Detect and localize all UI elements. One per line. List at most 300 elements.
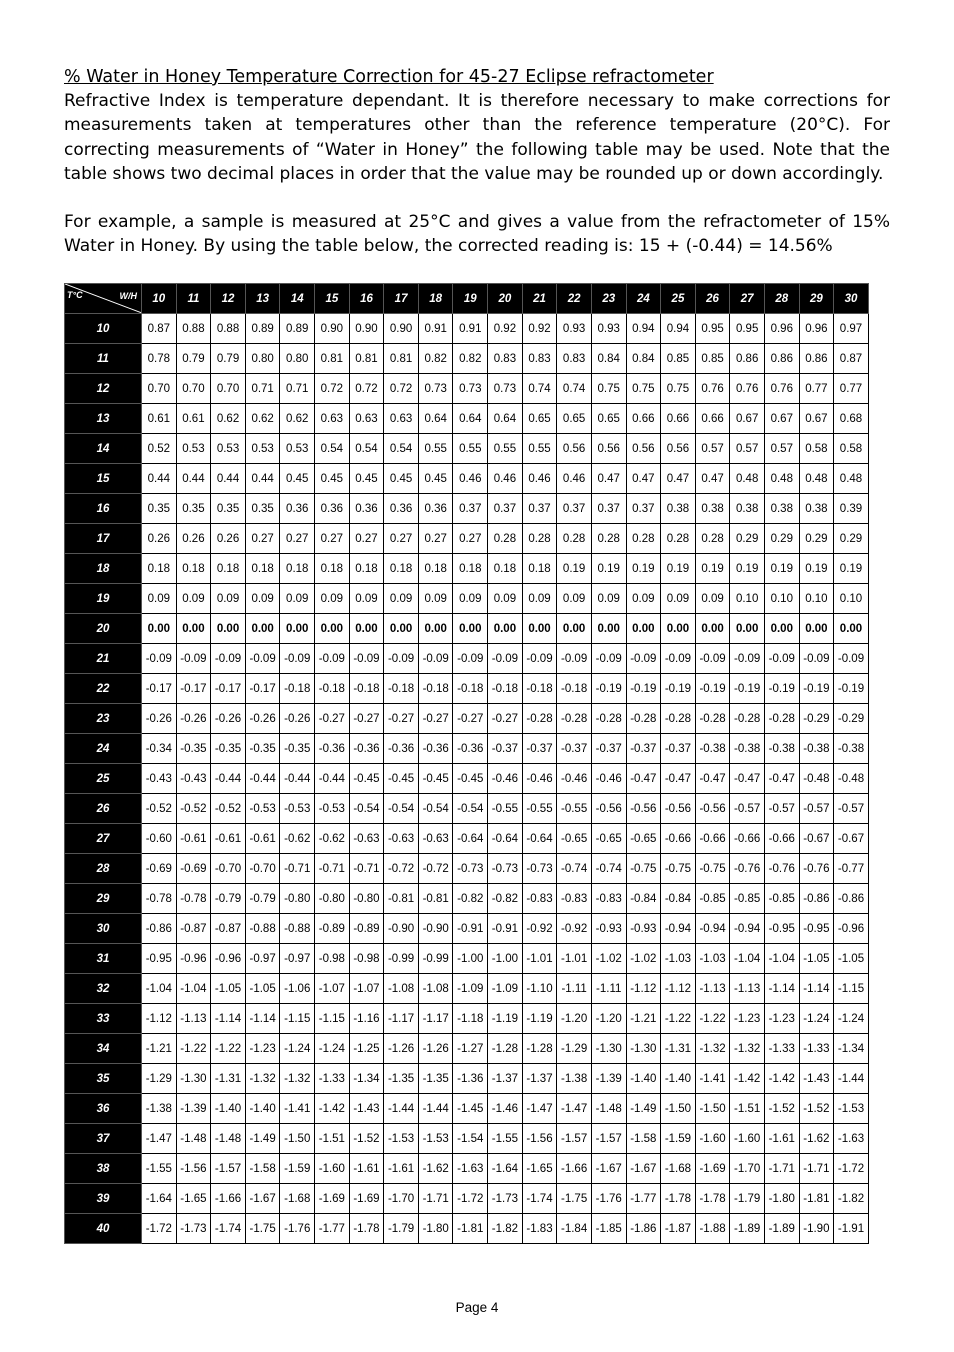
correction-cell: -1.51 xyxy=(730,1094,765,1124)
correction-cell: -1.30 xyxy=(626,1034,661,1064)
correction-cell: -0.54 xyxy=(418,794,453,824)
correction-cell: -1.05 xyxy=(799,944,834,974)
table-row xyxy=(65,404,869,434)
table-row xyxy=(65,524,869,554)
correction-cell: 0.19 xyxy=(695,554,730,584)
correction-cell: 0.92 xyxy=(522,314,557,344)
correction-cell: -0.69 xyxy=(142,854,177,884)
correction-cell: -0.87 xyxy=(176,914,211,944)
correction-cell: -0.98 xyxy=(315,944,350,974)
correction-cell: 0.00 xyxy=(176,614,211,644)
correction-cell: -0.26 xyxy=(176,704,211,734)
correction-cell: -0.09 xyxy=(730,644,765,674)
intro-paragraph: Refractive Index is temperature dependant. It is therefore necessary to make corrections for measurements taken at temperatures other than the reference temperature (20°C). For correcting measurements of “Water in Honey” the following table may be used. Note that the table shows two decimal places in order that the value may be rounded up or down accordingly. xyxy=(64,91,890,185)
correction-cell: 0.72 xyxy=(349,374,384,404)
correction-cell: -1.06 xyxy=(280,974,315,1004)
correction-cell: 0.93 xyxy=(591,314,626,344)
correction-cell: -1.30 xyxy=(591,1034,626,1064)
correction-cell: 0.83 xyxy=(522,344,557,374)
correction-cell: -1.00 xyxy=(453,944,488,974)
correction-cell: 0.35 xyxy=(142,494,177,524)
correction-cell: 0.19 xyxy=(626,554,661,584)
correction-cell: -1.11 xyxy=(591,974,626,1004)
correction-cell: 0.45 xyxy=(418,464,453,494)
correction-cell: -1.86 xyxy=(626,1214,661,1244)
correction-cell: -0.64 xyxy=(522,824,557,854)
correction-cell: 0.82 xyxy=(453,344,488,374)
correction-cell: 0.79 xyxy=(211,344,246,374)
correction-cell: -0.83 xyxy=(591,884,626,914)
correction-cell: 0.70 xyxy=(176,374,211,404)
correction-cell: -1.53 xyxy=(418,1124,453,1154)
row-header-temperature: 39 xyxy=(65,1184,142,1214)
correction-cell: -0.85 xyxy=(695,884,730,914)
correction-cell: 0.00 xyxy=(245,614,280,644)
correction-cell: -0.54 xyxy=(453,794,488,824)
correction-cell: -0.09 xyxy=(695,644,730,674)
correction-cell: -0.69 xyxy=(176,854,211,884)
correction-cell: 0.63 xyxy=(349,404,384,434)
correction-cell: 0.35 xyxy=(176,494,211,524)
correction-cell: -0.37 xyxy=(626,734,661,764)
correction-cell: -0.72 xyxy=(418,854,453,884)
correction-cell: -0.45 xyxy=(349,764,384,794)
correction-cell: 0.66 xyxy=(695,404,730,434)
table-row xyxy=(65,734,869,764)
correction-cell: 0.46 xyxy=(522,464,557,494)
correction-cell: 0.46 xyxy=(557,464,592,494)
correction-cell: -0.66 xyxy=(730,824,765,854)
correction-cell: -0.96 xyxy=(834,914,869,944)
correction-cell: -1.70 xyxy=(730,1154,765,1184)
correction-cell: 0.56 xyxy=(591,434,626,464)
correction-cell: 0.86 xyxy=(764,344,799,374)
correction-cell: 0.76 xyxy=(695,374,730,404)
correction-cell: -0.61 xyxy=(245,824,280,854)
correction-cell: -0.84 xyxy=(661,884,696,914)
correction-cell: 0.56 xyxy=(661,434,696,464)
correction-cell: -0.28 xyxy=(626,704,661,734)
correction-cell: -0.99 xyxy=(384,944,419,974)
correction-cell: -1.52 xyxy=(764,1094,799,1124)
correction-cell: -0.78 xyxy=(176,884,211,914)
correction-cell: -0.54 xyxy=(384,794,419,824)
correction-cell: -0.35 xyxy=(280,734,315,764)
correction-cell: -1.69 xyxy=(315,1184,350,1214)
correction-cell: -0.45 xyxy=(453,764,488,794)
correction-cell: 0.09 xyxy=(211,584,246,614)
correction-cell: -1.54 xyxy=(453,1124,488,1154)
correction-cell: 0.19 xyxy=(661,554,696,584)
row-header-temperature: 21 xyxy=(65,644,142,674)
correction-cell: -1.25 xyxy=(349,1034,384,1064)
correction-cell: 0.10 xyxy=(799,584,834,614)
correction-cell: 0.81 xyxy=(384,344,419,374)
correction-cell: -1.51 xyxy=(315,1124,350,1154)
water-honey-axis-label: W/H xyxy=(119,291,137,301)
correction-cell: 0.00 xyxy=(834,614,869,644)
correction-cell: 0.09 xyxy=(557,584,592,614)
correction-cell: -0.18 xyxy=(522,674,557,704)
correction-cell: -1.91 xyxy=(834,1214,869,1244)
correction-cell: -0.64 xyxy=(453,824,488,854)
correction-cell: -0.36 xyxy=(384,734,419,764)
correction-cell: -0.09 xyxy=(142,644,177,674)
correction-cell: 0.19 xyxy=(730,554,765,584)
column-header: 12 xyxy=(211,284,246,314)
table-row xyxy=(65,794,869,824)
row-header-temperature: 27 xyxy=(65,824,142,854)
correction-cell: 0.82 xyxy=(418,344,453,374)
correction-cell: 0.26 xyxy=(176,524,211,554)
correction-cell: -0.73 xyxy=(453,854,488,884)
table-row xyxy=(65,854,869,884)
correction-cell: -0.93 xyxy=(626,914,661,944)
correction-cell: -0.28 xyxy=(764,704,799,734)
correction-cell: 0.45 xyxy=(315,464,350,494)
correction-cell: 0.18 xyxy=(245,554,280,584)
correction-cell: -1.42 xyxy=(315,1094,350,1124)
correction-cell: 0.28 xyxy=(695,524,730,554)
row-header-temperature: 31 xyxy=(65,944,142,974)
correction-cell: 0.18 xyxy=(384,554,419,584)
correction-cell: 0.76 xyxy=(730,374,765,404)
correction-cell: -1.13 xyxy=(695,974,730,1004)
correction-cell: -1.23 xyxy=(764,1004,799,1034)
correction-cell: -1.69 xyxy=(349,1184,384,1214)
correction-cell: 0.76 xyxy=(764,374,799,404)
correction-cell: -0.19 xyxy=(730,674,765,704)
row-header-temperature: 30 xyxy=(65,914,142,944)
correction-cell: -0.19 xyxy=(591,674,626,704)
correction-cell: 0.88 xyxy=(176,314,211,344)
correction-cell: -0.09 xyxy=(522,644,557,674)
correction-cell: 0.45 xyxy=(384,464,419,494)
document-title: % Water in Honey Temperature Correction for 45-27 Eclipse refractometer xyxy=(64,67,714,87)
correction-cell: -1.78 xyxy=(695,1184,730,1214)
correction-cell: -0.74 xyxy=(591,854,626,884)
correction-cell: 0.85 xyxy=(695,344,730,374)
correction-cell: -1.23 xyxy=(245,1034,280,1064)
correction-cell: -1.50 xyxy=(661,1094,696,1124)
correction-cell: -0.67 xyxy=(834,824,869,854)
correction-cell: 0.36 xyxy=(418,494,453,524)
correction-cell: -1.15 xyxy=(280,1004,315,1034)
correction-cell: -0.19 xyxy=(834,674,869,704)
correction-cell: -1.41 xyxy=(695,1064,730,1094)
correction-cell: -1.89 xyxy=(730,1214,765,1244)
correction-cell: -0.09 xyxy=(661,644,696,674)
correction-cell: -1.60 xyxy=(315,1154,350,1184)
correction-cell: 0.18 xyxy=(522,554,557,584)
correction-cell: -1.88 xyxy=(695,1214,730,1244)
correction-cell: -0.55 xyxy=(488,794,523,824)
correction-cell: -1.00 xyxy=(488,944,523,974)
correction-cell: -1.17 xyxy=(418,1004,453,1034)
correction-cell: -0.47 xyxy=(695,764,730,794)
correction-cell: 0.89 xyxy=(245,314,280,344)
correction-cell: 0.79 xyxy=(176,344,211,374)
row-header-temperature: 15 xyxy=(65,464,142,494)
correction-cell: -1.63 xyxy=(453,1154,488,1184)
correction-cell: -0.38 xyxy=(764,734,799,764)
correction-cell: -0.19 xyxy=(626,674,661,704)
correction-cell: 0.18 xyxy=(349,554,384,584)
correction-cell: 0.61 xyxy=(176,404,211,434)
correction-cell: -1.24 xyxy=(315,1034,350,1064)
correction-cell: 0.48 xyxy=(834,464,869,494)
correction-cell: 0.57 xyxy=(730,434,765,464)
correction-cell: -0.09 xyxy=(626,644,661,674)
correction-cell: -1.40 xyxy=(626,1064,661,1094)
correction-cell: 0.00 xyxy=(384,614,419,644)
correction-cell: -1.84 xyxy=(557,1214,592,1244)
correction-cell: -0.91 xyxy=(453,914,488,944)
correction-cell: 0.35 xyxy=(245,494,280,524)
correction-cell: -0.47 xyxy=(764,764,799,794)
correction-cell: 0.77 xyxy=(834,374,869,404)
column-header: 21 xyxy=(522,284,557,314)
correction-cell: -0.88 xyxy=(280,914,315,944)
correction-cell: -1.42 xyxy=(730,1064,765,1094)
column-header: 23 xyxy=(591,284,626,314)
column-header: 14 xyxy=(280,284,315,314)
correction-cell: -1.04 xyxy=(730,944,765,974)
column-header: 11 xyxy=(176,284,211,314)
correction-cell: 0.39 xyxy=(834,494,869,524)
correction-cell: -0.66 xyxy=(764,824,799,854)
correction-cell: 0.37 xyxy=(453,494,488,524)
correction-cell: -0.56 xyxy=(626,794,661,824)
correction-cell: 0.00 xyxy=(418,614,453,644)
correction-cell: -0.93 xyxy=(591,914,626,944)
correction-cell: 0.67 xyxy=(799,404,834,434)
correction-cell: 0.09 xyxy=(176,584,211,614)
correction-cell: -1.29 xyxy=(142,1064,177,1094)
correction-cell: -1.05 xyxy=(834,944,869,974)
correction-cell: -1.28 xyxy=(488,1034,523,1064)
correction-cell: -1.23 xyxy=(730,1004,765,1034)
correction-cell: 0.00 xyxy=(799,614,834,644)
row-header-temperature: 16 xyxy=(65,494,142,524)
row-header-temperature: 38 xyxy=(65,1154,142,1184)
correction-cell: -0.52 xyxy=(142,794,177,824)
correction-cell: 0.28 xyxy=(522,524,557,554)
correction-cell: -0.91 xyxy=(488,914,523,944)
correction-cell: -0.80 xyxy=(349,884,384,914)
correction-cell: 0.09 xyxy=(315,584,350,614)
column-header: 13 xyxy=(245,284,280,314)
correction-cell: 0.48 xyxy=(799,464,834,494)
correction-cell: -1.62 xyxy=(418,1154,453,1184)
correction-cell: -0.66 xyxy=(661,824,696,854)
correction-cell: -1.65 xyxy=(522,1154,557,1184)
correction-cell: 0.73 xyxy=(453,374,488,404)
correction-cell: 0.09 xyxy=(142,584,177,614)
column-header: 19 xyxy=(453,284,488,314)
correction-cell: 0.65 xyxy=(591,404,626,434)
correction-cell: 0.68 xyxy=(834,404,869,434)
correction-cell: -1.26 xyxy=(418,1034,453,1064)
correction-cell: 0.27 xyxy=(349,524,384,554)
correction-cell: -0.26 xyxy=(245,704,280,734)
correction-cell: -0.09 xyxy=(349,644,384,674)
correction-cell: -1.13 xyxy=(176,1004,211,1034)
correction-cell: 0.18 xyxy=(176,554,211,584)
correction-cell: -0.37 xyxy=(488,734,523,764)
correction-cell: -0.09 xyxy=(799,644,834,674)
row-header-temperature: 18 xyxy=(65,554,142,584)
correction-cell: -1.30 xyxy=(176,1064,211,1094)
correction-cell: 0.56 xyxy=(557,434,592,464)
row-header-temperature: 34 xyxy=(65,1034,142,1064)
correction-cell: -1.40 xyxy=(245,1094,280,1124)
correction-cell: -0.75 xyxy=(661,854,696,884)
correction-cell: -0.99 xyxy=(418,944,453,974)
correction-cell: -1.09 xyxy=(488,974,523,1004)
correction-cell: -0.90 xyxy=(384,914,419,944)
correction-cell: -0.45 xyxy=(384,764,419,794)
table-row xyxy=(65,1064,869,1094)
correction-cell: 0.55 xyxy=(418,434,453,464)
correction-cell: 0.37 xyxy=(591,494,626,524)
correction-cell: -1.47 xyxy=(142,1124,177,1154)
correction-cell: 0.09 xyxy=(280,584,315,614)
correction-cell: -0.46 xyxy=(522,764,557,794)
correction-cell: 0.00 xyxy=(626,614,661,644)
correction-cell: -0.18 xyxy=(488,674,523,704)
table-row xyxy=(65,674,869,704)
correction-cell: -1.08 xyxy=(418,974,453,1004)
column-header: 30 xyxy=(834,284,869,314)
correction-cell: -1.20 xyxy=(557,1004,592,1034)
table-row xyxy=(65,494,869,524)
correction-cell: 0.09 xyxy=(522,584,557,614)
correction-cell: -1.32 xyxy=(245,1064,280,1094)
correction-cell: -0.94 xyxy=(661,914,696,944)
correction-cell: 0.09 xyxy=(349,584,384,614)
correction-cell: 0.09 xyxy=(661,584,696,614)
correction-cell: -1.58 xyxy=(626,1124,661,1154)
correction-cell: 0.75 xyxy=(661,374,696,404)
correction-cell: 0.72 xyxy=(384,374,419,404)
row-header-temperature: 24 xyxy=(65,734,142,764)
correction-cell: -0.98 xyxy=(349,944,384,974)
correction-cell: -0.92 xyxy=(522,914,557,944)
correction-cell: -0.45 xyxy=(418,764,453,794)
correction-cell: -0.89 xyxy=(315,914,350,944)
table-row xyxy=(65,1154,869,1184)
correction-cell: -0.37 xyxy=(661,734,696,764)
correction-cell: 0.26 xyxy=(211,524,246,554)
row-header-temperature: 36 xyxy=(65,1094,142,1124)
correction-cell: 0.18 xyxy=(211,554,246,584)
column-header: 15 xyxy=(315,284,350,314)
correction-cell: 0.45 xyxy=(280,464,315,494)
correction-cell: -1.60 xyxy=(695,1124,730,1154)
correction-cell: -0.76 xyxy=(764,854,799,884)
correction-cell: -0.71 xyxy=(280,854,315,884)
correction-cell: 0.93 xyxy=(557,314,592,344)
correction-cell: -0.35 xyxy=(211,734,246,764)
correction-cell: -1.66 xyxy=(557,1154,592,1184)
row-header-temperature: 17 xyxy=(65,524,142,554)
correction-cell: -1.49 xyxy=(626,1094,661,1124)
correction-cell: 0.47 xyxy=(591,464,626,494)
correction-cell: -0.63 xyxy=(349,824,384,854)
column-header: 22 xyxy=(557,284,592,314)
correction-cell: -1.43 xyxy=(799,1064,834,1094)
row-header-temperature: 29 xyxy=(65,884,142,914)
correction-cell: 0.37 xyxy=(557,494,592,524)
correction-cell: -0.65 xyxy=(591,824,626,854)
correction-cell: 0.54 xyxy=(315,434,350,464)
correction-cell: -0.35 xyxy=(245,734,280,764)
correction-cell: 0.19 xyxy=(557,554,592,584)
correction-cell: 0.47 xyxy=(661,464,696,494)
correction-cell: 0.09 xyxy=(626,584,661,614)
correction-cell: 0.52 xyxy=(142,434,177,464)
correction-cell: -1.81 xyxy=(453,1214,488,1244)
correction-cell: -0.97 xyxy=(245,944,280,974)
correction-cell: 0.83 xyxy=(557,344,592,374)
correction-cell: -0.27 xyxy=(384,704,419,734)
correction-cell: -1.32 xyxy=(280,1064,315,1094)
table-row xyxy=(65,314,869,344)
correction-cell: -1.63 xyxy=(834,1124,869,1154)
correction-cell: -0.27 xyxy=(315,704,350,734)
correction-cell: 0.48 xyxy=(730,464,765,494)
correction-cell: 0.56 xyxy=(626,434,661,464)
correction-cell: -1.82 xyxy=(834,1184,869,1214)
correction-cell: -0.52 xyxy=(176,794,211,824)
correction-cell: -0.37 xyxy=(557,734,592,764)
correction-cell: -0.34 xyxy=(142,734,177,764)
correction-cell: -1.38 xyxy=(142,1094,177,1124)
correction-cell: 0.90 xyxy=(384,314,419,344)
correction-cell: -0.95 xyxy=(764,914,799,944)
correction-cell: -1.79 xyxy=(384,1214,419,1244)
correction-cell: -1.22 xyxy=(661,1004,696,1034)
column-header: 24 xyxy=(626,284,661,314)
correction-cell: -1.14 xyxy=(799,974,834,1004)
correction-cell: 0.87 xyxy=(142,314,177,344)
correction-cell: -1.67 xyxy=(245,1184,280,1214)
correction-cell: -0.29 xyxy=(834,704,869,734)
correction-cell: -1.89 xyxy=(764,1214,799,1244)
correction-cell: -1.79 xyxy=(730,1184,765,1214)
correction-cell: -0.18 xyxy=(384,674,419,704)
correction-cell: -1.61 xyxy=(384,1154,419,1184)
correction-cell: -0.28 xyxy=(557,704,592,734)
correction-cell: 0.29 xyxy=(764,524,799,554)
correction-cell: -1.60 xyxy=(730,1124,765,1154)
correction-cell: 0.00 xyxy=(764,614,799,644)
correction-cell: 0.53 xyxy=(280,434,315,464)
correction-cell: -0.81 xyxy=(384,884,419,914)
correction-cell: 0.70 xyxy=(211,374,246,404)
table-row xyxy=(65,1034,869,1064)
correction-cell: -1.83 xyxy=(522,1214,557,1244)
correction-cell: -0.09 xyxy=(557,644,592,674)
correction-cell: 0.37 xyxy=(488,494,523,524)
correction-cell: -1.76 xyxy=(280,1214,315,1244)
correction-cell: -1.20 xyxy=(591,1004,626,1034)
correction-cell: -1.36 xyxy=(453,1064,488,1094)
table-row xyxy=(65,434,869,464)
correction-cell: -0.95 xyxy=(799,914,834,944)
correction-cell: -1.22 xyxy=(176,1034,211,1064)
